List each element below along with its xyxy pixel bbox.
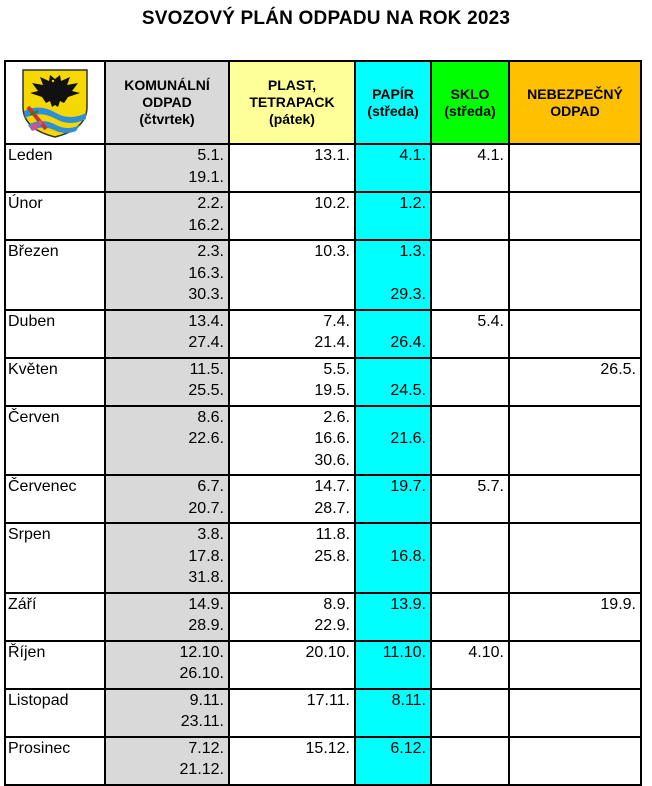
collection-date: 4.10. xyxy=(468,643,504,661)
collection-date: 26.10. xyxy=(179,665,224,682)
coat-of-arms-eagle-icon xyxy=(20,67,90,139)
komunal-dates-cell xyxy=(106,738,230,784)
plast-dates-cell xyxy=(230,476,356,522)
plast-dates-cell xyxy=(230,594,356,640)
collection-date: 30.6. xyxy=(314,451,350,469)
month-label: Prosinec xyxy=(6,738,106,784)
collection-date: 16.8. xyxy=(390,547,426,565)
sklo-dates-cell xyxy=(432,642,510,688)
collection-date: 1.2. xyxy=(399,195,426,212)
collection-date: 7.4. xyxy=(323,312,350,330)
collection-date: 19.7. xyxy=(390,478,426,495)
table-row xyxy=(6,359,640,407)
papir-dates-cell xyxy=(356,241,432,309)
waste-schedule-table xyxy=(4,60,642,786)
column-header-plast xyxy=(230,62,356,143)
column-header-nebez xyxy=(510,62,640,143)
papir-dates-cell xyxy=(356,311,432,357)
collection-date: 19.9. xyxy=(600,595,636,613)
nebez-dates-cell xyxy=(510,241,640,309)
plast-dates-cell xyxy=(230,193,356,239)
month-label: Červen xyxy=(6,407,106,475)
collection-date: 11.8. xyxy=(315,526,350,543)
papir-dates-cell xyxy=(356,524,432,592)
month-label: Březen xyxy=(6,241,106,309)
collection-date: 20.10. xyxy=(305,643,350,661)
collection-date: 1.3. xyxy=(399,243,426,260)
table-row xyxy=(6,524,640,594)
collection-date: 25.5. xyxy=(188,382,224,399)
sklo-dates-cell xyxy=(432,594,510,640)
header-line: TETRAPACK xyxy=(249,94,335,110)
sklo-dates-cell xyxy=(432,524,510,592)
plast-dates-cell xyxy=(230,690,356,736)
collection-date: 14.9. xyxy=(188,595,224,613)
header-line: (středa) xyxy=(444,102,496,119)
month-label: Duben xyxy=(6,311,106,357)
nebez-dates-cell xyxy=(510,524,640,592)
plast-dates-cell xyxy=(230,407,356,475)
collection-date: 6.7. xyxy=(197,478,224,495)
collection-date: 16.6. xyxy=(314,430,350,447)
collection-date: 5.5. xyxy=(323,360,350,378)
header-line: ODPAD xyxy=(550,102,600,119)
komunal-dates-cell xyxy=(106,690,230,736)
collection-date: 5.7. xyxy=(477,478,504,495)
month-label: Září xyxy=(6,594,106,640)
collection-date: 16.3. xyxy=(188,264,224,282)
table-row xyxy=(6,642,640,690)
table-row xyxy=(6,476,640,524)
collection-date: 17.11. xyxy=(306,691,350,709)
nebez-dates-cell xyxy=(510,359,640,405)
plast-dates-cell xyxy=(230,524,356,592)
collection-date: 11.10. xyxy=(382,643,426,661)
collection-date: 20.7. xyxy=(188,499,224,517)
sklo-dates-cell xyxy=(432,193,510,239)
komunal-dates-cell xyxy=(106,193,230,239)
collection-date: 26.5. xyxy=(600,360,636,378)
table-row xyxy=(6,193,640,241)
collection-date: 2.3. xyxy=(197,243,224,260)
collection-date: 21.12. xyxy=(179,761,224,778)
header-line: PAPÍR xyxy=(372,85,414,102)
collection-date: 26.4. xyxy=(390,334,426,351)
collection-date: 22.9. xyxy=(314,617,350,634)
column-header-sklo xyxy=(432,62,510,143)
komunal-dates-cell xyxy=(106,476,230,522)
collection-date: 8.11. xyxy=(391,691,426,709)
month-label: Srpen xyxy=(6,524,106,592)
collection-date: 13.4. xyxy=(188,312,224,330)
sklo-dates-cell xyxy=(432,690,510,736)
papir-dates-cell xyxy=(356,145,432,191)
sklo-dates-cell xyxy=(432,476,510,522)
header-line: SKLO xyxy=(450,85,490,102)
header-line: (pátek) xyxy=(269,111,315,127)
table-row xyxy=(6,145,640,193)
collection-date: 3.8. xyxy=(197,526,224,543)
month-label: Červenec xyxy=(6,476,106,522)
header-line: NEBEZPEČNÝ xyxy=(527,85,623,102)
collection-date: 10.2. xyxy=(314,195,350,212)
papir-dates-cell xyxy=(356,642,432,688)
komunal-dates-cell xyxy=(106,594,230,640)
plast-dates-cell xyxy=(230,241,356,309)
collection-date: 14.7. xyxy=(314,478,350,495)
collection-date: 4.1. xyxy=(477,147,504,164)
collection-date: 19.1. xyxy=(188,168,224,186)
collection-date: 27.4. xyxy=(188,334,224,351)
month-label: Listopad xyxy=(6,690,106,736)
collection-date: 17.8. xyxy=(188,547,224,565)
collection-date: 12.10. xyxy=(179,643,224,661)
header-line: KOMUNÁLNÍ xyxy=(124,77,210,93)
komunal-dates-cell xyxy=(106,241,230,309)
plast-dates-cell xyxy=(230,311,356,357)
collection-date: 2.2. xyxy=(197,195,224,212)
collection-date: 6.12. xyxy=(390,739,426,757)
month-label: Leden xyxy=(6,145,106,191)
nebez-dates-cell xyxy=(510,738,640,784)
papir-dates-cell xyxy=(356,690,432,736)
sklo-dates-cell xyxy=(432,407,510,475)
collection-date: 23.11. xyxy=(180,713,224,730)
collection-date: 15.12. xyxy=(305,739,350,757)
collection-date: 10.3. xyxy=(314,243,350,260)
papir-dates-cell xyxy=(356,193,432,239)
collection-date: 28.7. xyxy=(314,499,350,517)
logo-cell xyxy=(6,62,106,143)
table-row xyxy=(6,241,640,311)
collection-date: 8.6. xyxy=(197,408,224,426)
month-label: Květen xyxy=(6,359,106,405)
table-row xyxy=(6,738,640,784)
collection-date: 21.4. xyxy=(314,334,350,351)
column-header-papir xyxy=(356,62,432,143)
papir-dates-cell xyxy=(356,407,432,475)
plast-dates-cell xyxy=(230,359,356,405)
table-header xyxy=(6,62,640,145)
komunal-dates-cell xyxy=(106,311,230,357)
collection-date: 28.9. xyxy=(188,617,224,634)
sklo-dates-cell xyxy=(432,145,510,191)
plast-dates-cell xyxy=(230,738,356,784)
header-line: (středa) xyxy=(367,102,419,119)
table-body xyxy=(6,145,640,784)
papir-dates-cell xyxy=(356,594,432,640)
collection-date: 9.11. xyxy=(189,691,224,709)
table-row xyxy=(6,594,640,642)
collection-date: 31.8. xyxy=(188,569,224,586)
papir-dates-cell xyxy=(356,359,432,405)
month-label: Říjen xyxy=(6,642,106,688)
komunal-dates-cell xyxy=(106,407,230,475)
nebez-dates-cell xyxy=(510,476,640,522)
nebez-dates-cell xyxy=(510,642,640,688)
sklo-dates-cell xyxy=(432,738,510,784)
plast-dates-cell xyxy=(230,145,356,191)
collection-date: 16.2. xyxy=(188,216,224,234)
page-title: SVOZOVÝ PLÁN ODPADU NA ROK 2023 xyxy=(141,8,511,29)
collection-date: 24.5. xyxy=(390,382,426,399)
collection-date: 19.5. xyxy=(314,382,350,399)
komunal-dates-cell xyxy=(106,359,230,405)
collection-date: 4.1. xyxy=(399,147,426,164)
collection-date: 30.3. xyxy=(188,286,224,303)
collection-date: 25.8. xyxy=(314,547,350,565)
collection-date: 21.6. xyxy=(390,430,426,447)
nebez-dates-cell xyxy=(510,690,640,736)
nebez-dates-cell xyxy=(510,145,640,191)
sklo-dates-cell xyxy=(432,311,510,357)
plast-dates-cell xyxy=(230,642,356,688)
table-row xyxy=(6,407,640,477)
header-line: ODPAD xyxy=(142,94,192,110)
table-row xyxy=(6,690,640,738)
collection-date: 5.4. xyxy=(477,312,504,330)
column-header-komunal xyxy=(106,62,230,143)
nebez-dates-cell xyxy=(510,407,640,475)
header-line: (čtvrtek) xyxy=(139,111,195,127)
komunal-dates-cell xyxy=(106,524,230,592)
papir-dates-cell xyxy=(356,738,432,784)
nebez-dates-cell xyxy=(510,594,640,640)
collection-date: 8.9. xyxy=(323,595,350,613)
komunal-dates-cell xyxy=(106,642,230,688)
header-line: PLAST, xyxy=(267,77,317,93)
collection-date: 13.9. xyxy=(390,595,426,613)
collection-date: 7.12. xyxy=(188,739,224,757)
collection-date: 22.6. xyxy=(188,430,224,447)
nebez-dates-cell xyxy=(510,193,640,239)
sklo-dates-cell xyxy=(432,359,510,405)
collection-date: 29.3. xyxy=(390,286,426,303)
sklo-dates-cell xyxy=(432,241,510,309)
collection-date: 11.5. xyxy=(189,360,224,378)
papir-dates-cell xyxy=(356,476,432,522)
nebez-dates-cell xyxy=(510,311,640,357)
collection-date: 5.1. xyxy=(197,147,224,164)
komunal-dates-cell xyxy=(106,145,230,191)
table-row xyxy=(6,311,640,359)
month-label: Únor xyxy=(6,193,106,239)
collection-date: 13.1. xyxy=(314,147,350,164)
collection-date: 2.6. xyxy=(323,408,350,426)
